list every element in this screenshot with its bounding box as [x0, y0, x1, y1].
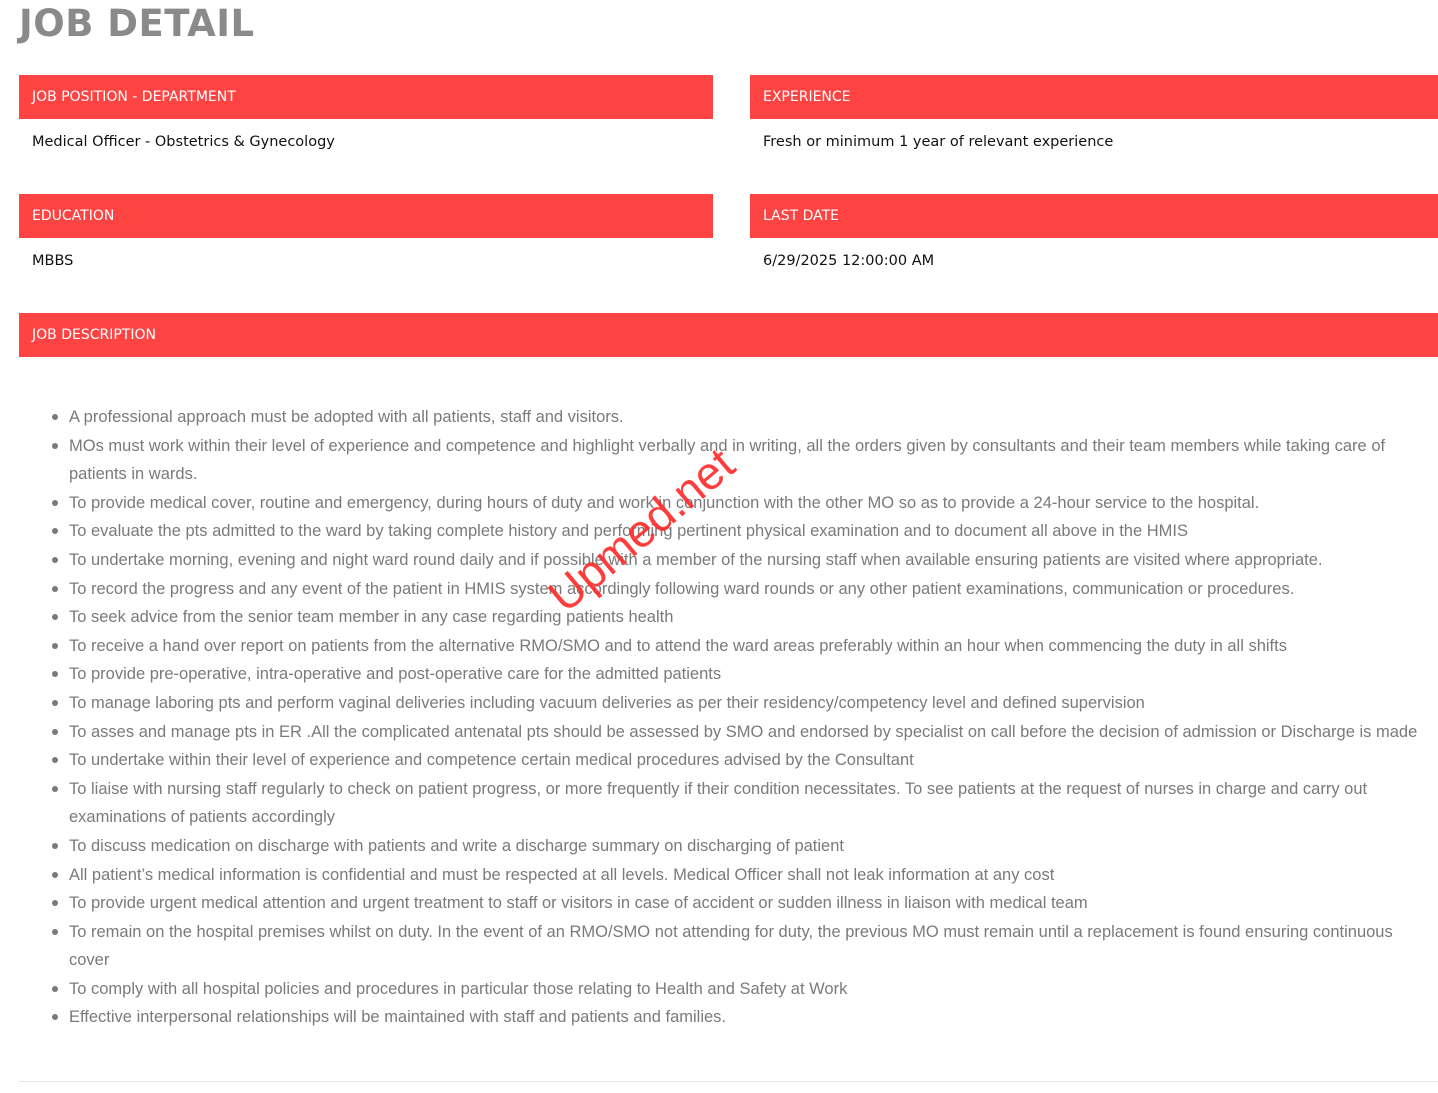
last-date-value: 6/29/2025 12:00:00 AM — [763, 253, 935, 269]
description-item: To evaluate the pts admitted to the ward by taking complete history and performing pertinent physical examination and to document all above in the HMIS — [69, 517, 1437, 546]
experience-label: EXPERIENCE — [750, 75, 1438, 119]
experience-value: Fresh or minimum 1 year of relevant experience — [763, 134, 1114, 150]
education-value: MBBS — [32, 253, 74, 269]
last-date-label: LAST DATE — [750, 194, 1438, 238]
position-label: JOB POSITION - DEPARTMENT — [19, 75, 713, 119]
description-item: To manage laboring pts and perform vaginal deliveries including vacuum deliveries as per their residency/competency level and defined supervision — [69, 689, 1437, 718]
description-item: To discuss medication on discharge with patients and write a discharge summary on discharging of patient — [69, 832, 1437, 861]
education-label: EDUCATION — [19, 194, 713, 238]
description-item: A professional approach must be adopted with all patients, staff and visitors. — [69, 403, 1437, 432]
job-description-label: JOB DESCRIPTION — [19, 313, 1438, 357]
description-item: MOs must work within their level of experience and competence and highlight verbally and in writing, all the orders given by consultants and their team members while taking care of patients in wards. — [69, 432, 1437, 489]
job-description-list — [69, 403, 1437, 1032]
bottom-divider — [19, 1081, 1438, 1082]
description-item: To undertake within their level of experience and competence certain medical procedures advised by the Consultant — [69, 746, 1437, 775]
description-item: All patient’s medical information is confidential and must be respected at all levels. Medical Officer shall not leak information at any cost — [69, 861, 1437, 890]
description-item: To receive a hand over report on patients from the alternative RMO/SMO and to attend the ward areas preferably within an hour when commencing the duty in all shifts — [69, 632, 1437, 661]
position-value: Medical Officer - Obstetrics & Gynecology — [32, 134, 335, 150]
description-item: To record the progress and any event of the patient in HMIS system accordingly following ward rounds or any other patient examinations, communication or procedures. — [69, 575, 1437, 604]
position-field — [19, 75, 713, 194]
watermark: Upmed.net — [538, 437, 745, 622]
job-fields-grid — [19, 75, 1438, 313]
description-item: To undertake morning, evening and night ward round daily and if possible with a member of the nursing staff when available ensuring patients are visited where appropriate. — [69, 546, 1437, 575]
description-item: To comply with all hospital policies and procedures in particular those relating to Health and Safety at Work — [69, 975, 1437, 1004]
description-item: To liaise with nursing staff regularly to check on patient progress, or more frequently if their condition necessitates. To see patients at the request of nurses in charge and carry out examinations of patients accordingly — [69, 775, 1437, 832]
description-item: To remain on the hospital premises whilst on duty. In the event of an RMO/SMO not attending for duty, the previous MO must remain until a replacement is found ensuring continuous cover — [69, 918, 1437, 975]
education-field — [19, 194, 713, 313]
description-item: To seek advice from the senior team member in any case regarding patients health — [69, 603, 1437, 632]
last-date-field — [750, 194, 1438, 313]
description-item: To provide urgent medical attention and urgent treatment to staff or visitors in case of accident or sudden illness in liaison with medical team — [69, 889, 1437, 918]
description-item: To provide medical cover, routine and emergency, during hours of duty and work in conjunction with the other MO so as to provide a 24-hour service to the hospital. — [69, 489, 1437, 518]
description-item: To provide pre-operative, intra-operative and post-operative care for the admitted patients — [69, 660, 1437, 689]
page-title: JOB DETAIL — [19, 2, 255, 45]
description-item: To asses and manage pts in ER .All the complicated antenatal pts should be assessed by SMO and endorsed by specialist on call before the decision of admission or Discharge is made — [69, 718, 1437, 747]
experience-field — [750, 75, 1438, 194]
description-item: Effective interpersonal relationships will be maintained with staff and patients and families. — [69, 1003, 1437, 1032]
